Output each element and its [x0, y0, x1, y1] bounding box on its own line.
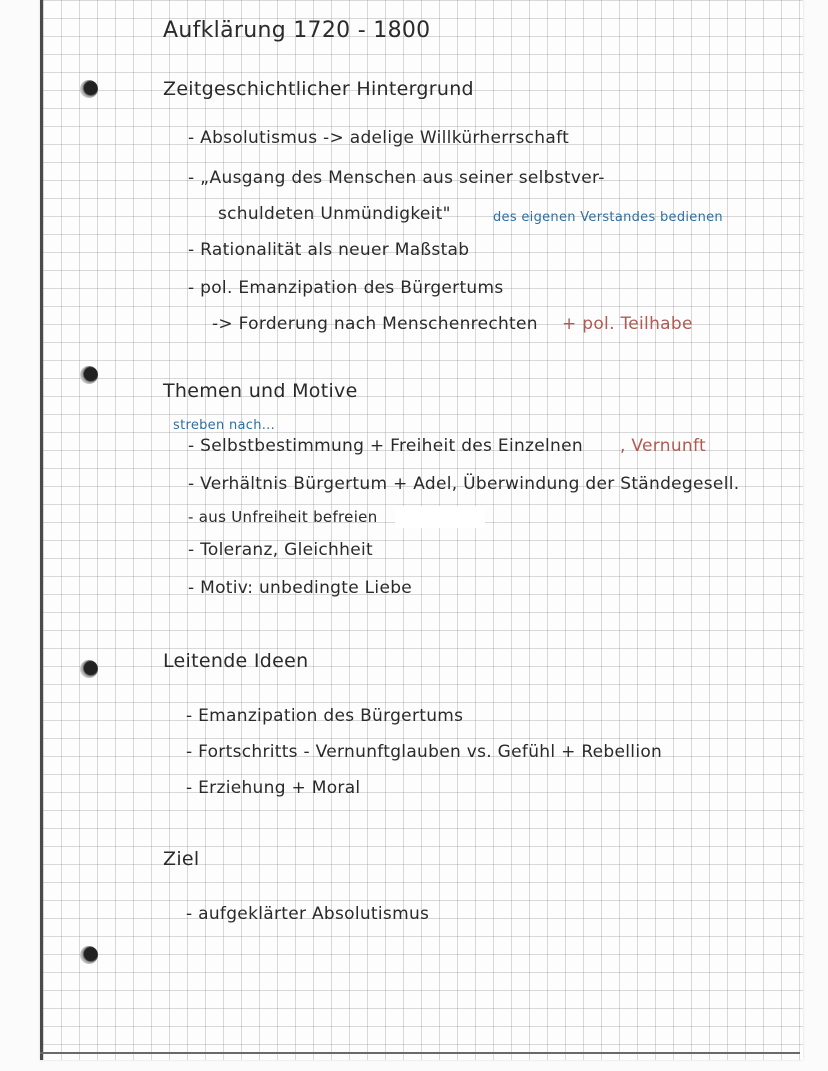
list-item: -> Forderung nach Menschenrechten	[212, 314, 538, 334]
punch-hole-icon	[80, 946, 98, 964]
punch-hole-icon	[80, 660, 98, 678]
section-heading-themen: Themen und Motive	[163, 380, 358, 402]
section-heading-ideen: Leitende Ideen	[163, 650, 309, 672]
section-heading-ziel: Ziel	[163, 848, 200, 870]
list-item: - pol. Emanzipation des Bürgertums	[188, 278, 504, 298]
annotation-red: , Vernunft	[620, 436, 706, 456]
redaction-box	[395, 506, 485, 528]
list-item: - „Ausgang des Menschen aus seiner selbstver-	[188, 168, 605, 188]
section-heading-hintergrund: Zeitgeschichtlicher Hintergrund	[163, 78, 474, 100]
annotation-blue: des eigenen Verstandes bedienen	[493, 210, 723, 225]
list-item: - Selbstbestimmung + Freiheit des Einzelnen	[188, 436, 583, 456]
page-bottom-line	[40, 1052, 800, 1054]
list-item: - aufgeklärter Absolutismus	[186, 904, 430, 924]
list-item: - Motiv: unbedingte Liebe	[188, 578, 413, 598]
punch-hole-icon	[80, 366, 98, 384]
list-item: schuldeten Unmündigkeit"	[218, 204, 451, 224]
list-item: - aus Unfreiheit befreien	[188, 508, 378, 526]
annotation-blue: streben nach...	[173, 418, 276, 433]
annotation-red: + pol. Teilhabe	[562, 314, 693, 334]
list-item: - Fortschritts - Vernunftglauben vs. Gefühl + Rebellion	[186, 742, 663, 762]
list-item: - Rationalität als neuer Maßstab	[188, 240, 470, 260]
list-item: - Emanzipation des Bürgertums	[186, 706, 464, 726]
page-title: Aufklärung 1720 - 1800	[163, 18, 431, 43]
list-item: - Erziehung + Moral	[186, 778, 361, 798]
notebook-page	[40, 0, 803, 1060]
list-item: - Absolutismus -> adelige Willkürherrschaft	[188, 128, 570, 148]
list-item: - Toleranz, Gleichheit	[188, 540, 373, 560]
list-item: - Verhältnis Bürgertum + Adel, Überwindung der Ständegesell.	[188, 474, 740, 494]
punch-hole-icon	[80, 80, 98, 98]
